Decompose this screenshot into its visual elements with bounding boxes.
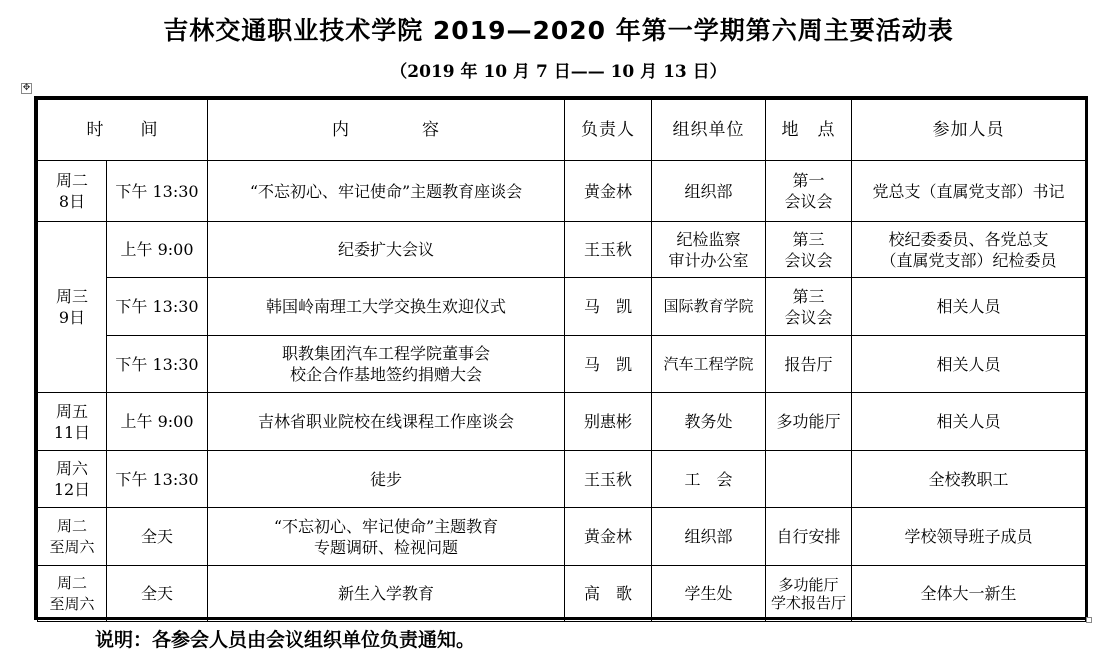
content-cell	[208, 161, 565, 222]
org-line: 工 会	[684, 469, 733, 489]
table-row	[38, 393, 1086, 451]
attendees-cell	[852, 566, 1086, 622]
org-line: 汽车工程学院	[663, 354, 754, 373]
place-cell	[766, 451, 852, 508]
day-cell	[38, 508, 107, 566]
content-line: 吉林省职业院校在线课程工作座谈会	[257, 412, 514, 431]
person-cell: 别惠彬	[565, 393, 652, 451]
place-line: 第三	[792, 229, 825, 249]
date-label: 至周六	[49, 594, 95, 613]
attendees-cell	[852, 222, 1086, 278]
table-row	[38, 161, 1086, 222]
place-line: 第三	[792, 286, 825, 306]
person-cell: 马 凯	[565, 278, 652, 336]
org-line: 纪检监察	[676, 229, 741, 249]
time-cell: 全天	[107, 508, 208, 566]
day-cell	[38, 161, 107, 222]
org-line: 国际教育学院	[663, 297, 754, 315]
table-row	[38, 336, 1086, 393]
place-cell	[766, 278, 852, 336]
content-line: 专题调研、检视问题	[313, 537, 458, 557]
place-cell	[766, 508, 852, 566]
table-row	[38, 508, 1086, 566]
col-header-attendees: 参加人员	[852, 100, 1086, 161]
activity-table	[37, 99, 1086, 622]
table-move-icon[interactable]: ✥	[22, 83, 31, 93]
attendees-cell	[852, 278, 1086, 336]
place-line: 会议会	[784, 307, 833, 327]
person-cell: 王玉秋	[565, 222, 652, 278]
content-line: 纪委扩大会议	[337, 240, 434, 259]
col-header-time: 时 间	[38, 100, 208, 161]
content-cell	[208, 222, 565, 278]
attendees-line: 相关人员	[936, 412, 1001, 431]
place-line: 自行安排	[776, 527, 841, 546]
place-cell	[766, 161, 852, 222]
day-label: 周五	[55, 401, 88, 421]
time-cell: 上午 9:00	[107, 393, 208, 451]
day-label: 周二	[56, 516, 87, 535]
org-cell	[652, 451, 766, 508]
time-cell: 下午 13:30	[107, 336, 208, 393]
day-label: 周六	[55, 459, 88, 478]
org-cell	[652, 336, 766, 393]
col-header-person: 负责人	[565, 100, 652, 161]
content-line: 徒步	[369, 469, 402, 489]
org-line: 组织部	[684, 181, 733, 201]
col-header-place: 地 点	[766, 100, 852, 161]
attendees-line: 全校教职工	[928, 469, 1009, 489]
org-line: 组织部	[684, 527, 733, 546]
attendees-cell	[852, 393, 1086, 451]
place-cell	[766, 336, 852, 393]
attendees-line: 全体大一新生	[920, 584, 1017, 603]
header-row	[38, 100, 1086, 161]
place-line: 学术报告厅	[770, 593, 846, 612]
date-label: 9日	[58, 308, 86, 327]
org-line: 审计办公室	[668, 250, 749, 270]
day-cell	[38, 393, 107, 451]
time-cell: 下午 13:30	[107, 161, 208, 222]
person-cell: 马 凯	[565, 336, 652, 393]
org-cell	[652, 161, 766, 222]
attendees-line: 学校领导班子成员	[904, 527, 1033, 546]
org-cell	[652, 222, 766, 278]
day-cell	[38, 566, 107, 622]
org-cell	[652, 566, 766, 622]
org-line: 教务处	[684, 412, 733, 431]
date-label: 11日	[53, 422, 91, 442]
person-cell: 黄金林	[565, 508, 652, 566]
document-title: 吉林交通职业技术学院 2019—2020 年第一学期第六周主要活动表	[163, 16, 954, 45]
table-row	[38, 566, 1086, 622]
day-label: 周二	[56, 573, 87, 592]
day-label: 周二	[55, 171, 88, 190]
date-label: 至周六	[49, 537, 95, 556]
attendees-cell	[852, 161, 1086, 222]
person-cell: 王玉秋	[565, 451, 652, 508]
table-row	[38, 222, 1086, 278]
place-line: 多功能厅	[776, 412, 841, 431]
time-cell: 全天	[107, 566, 208, 622]
place-line: 会议会	[784, 250, 833, 270]
date-label: 8日	[58, 192, 86, 211]
content-cell	[208, 393, 565, 451]
content-cell	[208, 566, 565, 622]
attendees-line: 党总支（直属党支部）书记	[872, 181, 1065, 201]
content-cell	[208, 451, 565, 508]
date-label: 12日	[53, 480, 91, 499]
attendees-cell	[852, 336, 1086, 393]
day-cell	[38, 451, 107, 508]
date-range-subtitle: （2019 年 10 月 7 日—— 10 月 13 日）	[390, 62, 727, 82]
org-cell	[652, 393, 766, 451]
place-cell	[766, 566, 852, 622]
place-line: 报告厅	[784, 354, 833, 374]
attendees-line: 相关人员	[936, 297, 1001, 316]
time-cell: 上午 9:00	[107, 222, 208, 278]
time-cell: 下午 13:30	[107, 278, 208, 336]
content-cell	[208, 508, 565, 566]
table-row	[38, 278, 1086, 336]
content-line: 韩国岭南理工大学交换生欢迎仪式	[265, 297, 506, 316]
attendees-line: 相关人员	[936, 354, 1001, 374]
attendees-line: 校纪委委员、各党总支	[888, 229, 1049, 249]
footer-note: 说明：各参会人员由会议组织单位负责通知。	[95, 629, 476, 651]
place-cell	[766, 222, 852, 278]
attendees-line: （直属党支部）纪检委员	[880, 250, 1057, 270]
day-label: 周三	[55, 287, 88, 306]
person-cell: 高 歌	[565, 566, 652, 622]
place-line: 会议会	[784, 192, 833, 211]
org-cell	[652, 508, 766, 566]
attendees-cell	[852, 451, 1086, 508]
day-cell	[38, 222, 107, 393]
table-row	[38, 451, 1086, 508]
place-cell	[766, 393, 852, 451]
col-header-org: 组织单位	[652, 100, 766, 161]
place-line: 第一	[792, 171, 825, 190]
col-header-content: 内 容	[208, 100, 565, 161]
content-line: “不忘初心、牢记使命”主题教育座谈会	[249, 181, 523, 201]
activity-table-frame	[34, 96, 1088, 620]
place-line: 多功能厅	[778, 575, 839, 594]
content-line: 校企合作基地签约捐赠大会	[289, 365, 482, 384]
table-resize-handle[interactable]	[1086, 617, 1092, 623]
content-line: “不忘初心、牢记使命”主题教育	[273, 516, 499, 536]
content-line: 新生入学教育	[337, 584, 434, 603]
time-cell: 下午 13:30	[107, 451, 208, 508]
person-cell: 黄金林	[565, 161, 652, 222]
org-cell	[652, 278, 766, 336]
attendees-cell	[852, 508, 1086, 566]
org-line: 学生处	[684, 584, 733, 603]
content-cell	[208, 278, 565, 336]
content-line: 职教集团汽车工程学院董事会	[281, 344, 490, 363]
content-cell	[208, 336, 565, 393]
